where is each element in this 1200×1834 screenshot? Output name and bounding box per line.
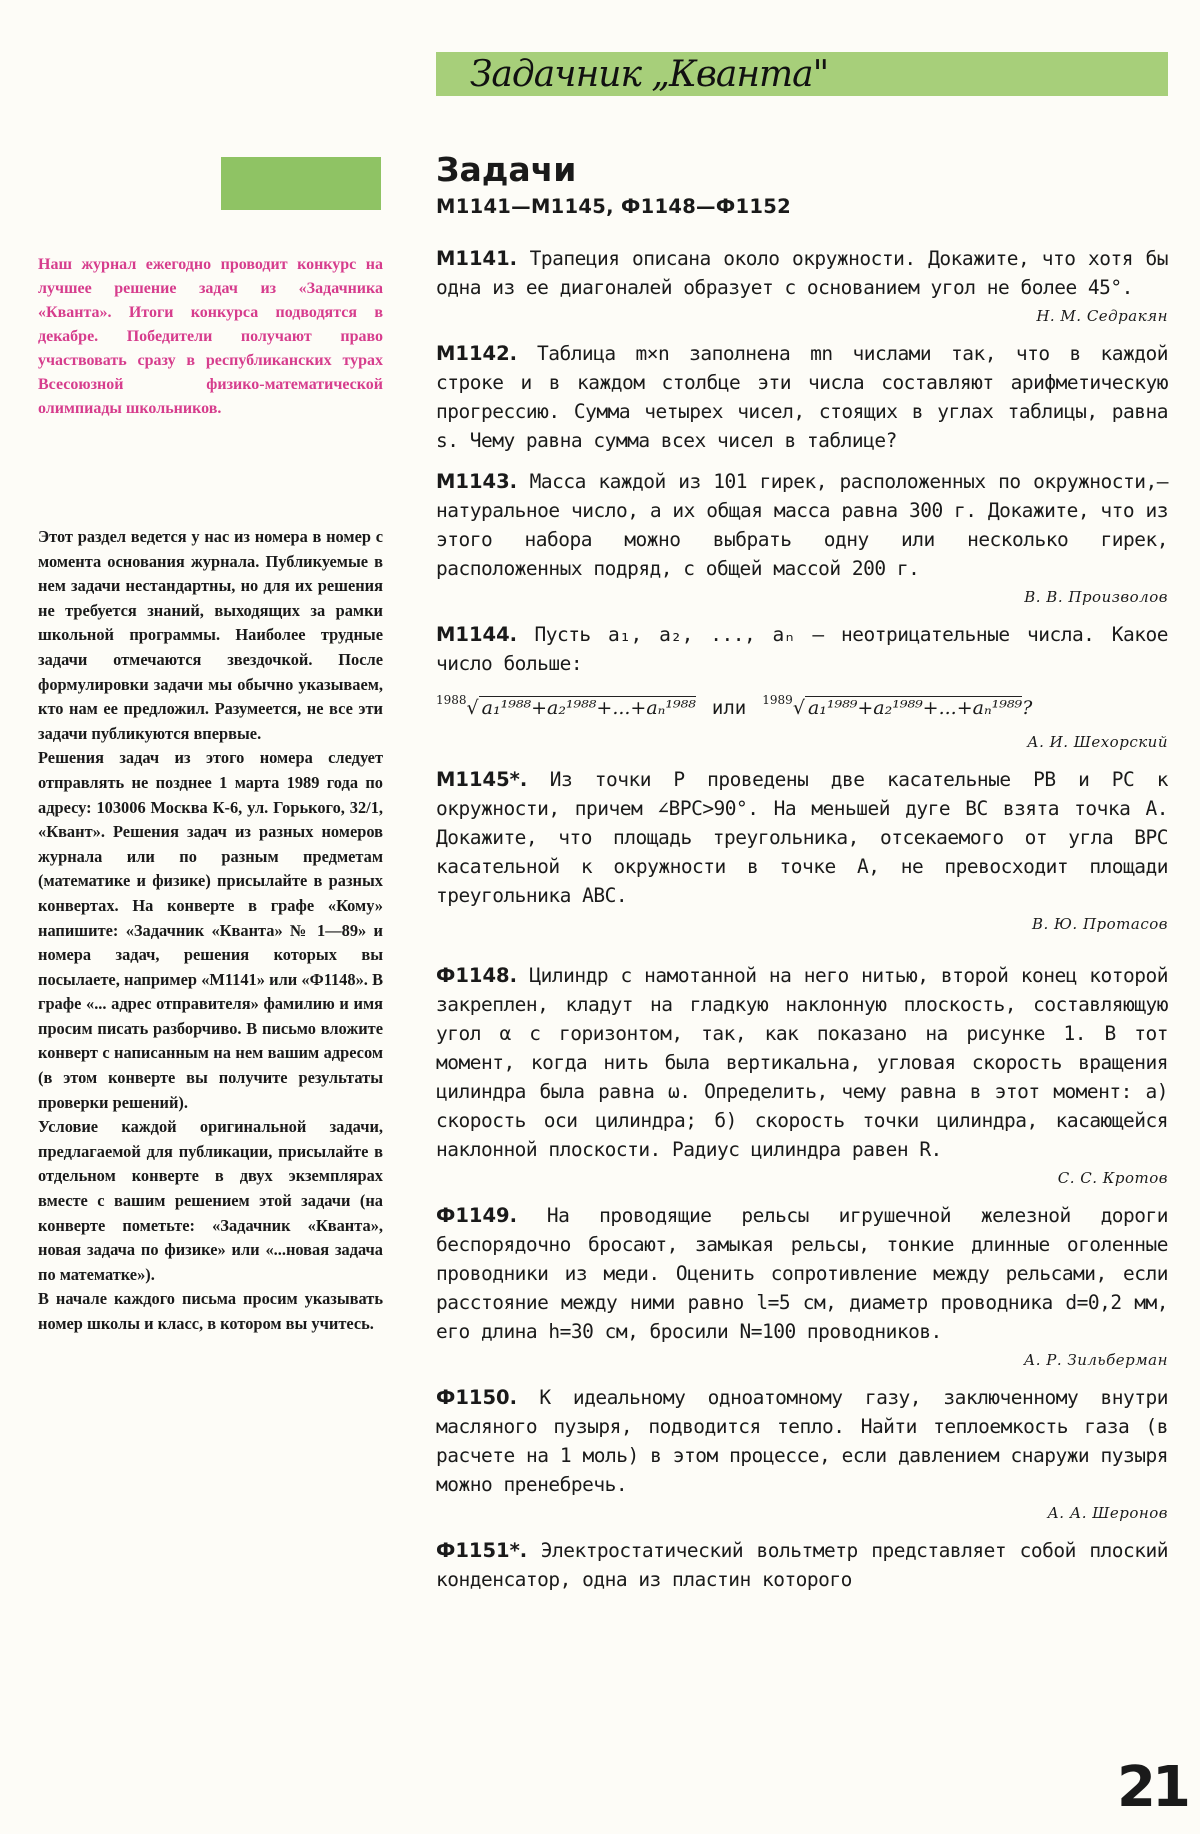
problem-statement: К идеальному одноатомному газу, заключенному внутри масляного пузыря, подводится тепло. Найти теплоемкость газа (в расчете на 1 моль) в этом процессе, если давлением снаружи пузыря можно пренебречь. bbox=[436, 1386, 1168, 1496]
problem-id: Ф1149. bbox=[436, 1204, 518, 1227]
rules-paragraph: Этот раздел ведется у нас из номера в номер с момента основания журнала. Публикуемые в нем задачи нестандартны, но для их решения не требуется знаний, выходящих за рамки школьной программы. Наиболее трудные задачи отмечаются звездочкой. После формулировки задачи мы обычно указываем, кто нам ее предложил. Разумеется, не все эти задачи публикуются впервые. bbox=[38, 527, 383, 743]
section-subtitle: М1141—М1145, Ф1148—Ф1152 bbox=[436, 195, 791, 218]
problem-author: А. Р. Зильберман bbox=[1023, 1351, 1168, 1369]
formula-question-mark: ? bbox=[1022, 697, 1033, 719]
problem-id: Ф1148. bbox=[436, 964, 518, 987]
problem-author: С. С. Кротов bbox=[1057, 1169, 1168, 1187]
decorative-green-block bbox=[221, 157, 381, 210]
root-index-right: 1989 bbox=[762, 693, 793, 707]
problem-author: В. В. Произволов bbox=[1024, 588, 1168, 606]
problem-id: Ф1151*. bbox=[436, 1539, 528, 1562]
problem-statement: Пусть a₁, a₂, ..., aₙ — неотрицательные числа. Какое число больше: bbox=[436, 623, 1168, 675]
problem-id: М1143. bbox=[436, 470, 518, 493]
problem-id: М1142. bbox=[436, 342, 518, 365]
rules-paragraph: Решения задач из этого номера следует отправлять не позднее 1 марта 1989 года по адресу: 103006 Москва К-6, ул. Горького, 32/1, «Квант». Решения задач из разных номеров журнала или по разным предметам (математике и физике) присылайте в разных конвертах. На конверте в графе «Кому» напишите: «Задачник «Кванта» № 1—89» и номера задач, решения которых вы посылаете, например «М1141» или «Ф1148». В графе «... адрес отправителя» фамилию и имя просим писать разборчиво. В письмо вложите конверт с написанным на нем вашим адресом (в этом конверте вы получите результаты проверки решений). bbox=[38, 748, 383, 1112]
problem-m1142 bbox=[436, 339, 1168, 455]
problem-statement: Из точки P проведены две касательные PB и PC к окружности, причем ∠BPC>90°. На меньшей дуге BC взята точка A. Докажите, что площадь треугольника, отсекаемого от угла BPC касательной к окружности в точке A, не превосходит площади треугольника ABC. bbox=[436, 768, 1168, 907]
submission-rules bbox=[38, 525, 383, 1337]
problems-column bbox=[436, 150, 1168, 1606]
header-title: Задачник „Кванта" bbox=[470, 54, 829, 95]
problem-statement: Трапеция описана около окружности. Докажите, что хотя бы одна из ее диагоналей образует с основанием угол не более 45°. bbox=[436, 247, 1168, 299]
radicand-left: a₁¹⁹⁸⁸+a₂¹⁹⁸⁸+...+aₙ¹⁹⁸⁸ bbox=[479, 696, 696, 719]
section-title: Задачи bbox=[436, 150, 577, 189]
root-index-left: 1988 bbox=[436, 693, 467, 707]
problem-statement: Масса каждой из 101 гирек, расположенных по окружности,— натуральное число, а их общая масса равна 300 г. Докажите, что из этого набора можно выбрать одну или несколько гирек, расположенных подряд, с общей массой 200 г. bbox=[436, 470, 1168, 580]
problem-author: В. Ю. Протасов bbox=[1031, 915, 1168, 933]
problem-statement: На проводящие рельсы игрушечной железной дороги беспорядочно бросают, замыкая рельсы, тонкие длинные оголенные проводники из меди. Оценить сопротивление между рельсами, если расстояние между ними равно l=5 см, диаметр проводника d=0,2 мм, его длина h=30 см, бросили N=100 проводников. bbox=[436, 1204, 1169, 1343]
problem-statement: Таблица m×n заполнена mn числами так, что в каждой строке и в каждом столбце эти числа составляют арифметическую прогрессию. Сумма четырех чисел, стоящих в углах таблицы, равна s. Чему равна сумма всех чисел в таблице? bbox=[436, 342, 1168, 452]
roots-comparison-formula: $^{1988}$√ a₁¹⁹⁸⁸+a₂¹⁹⁸⁸+...+aₙ¹⁹⁸⁸ или $^{1989}$√ a₁¹⁹⁸⁹+a₂¹⁹⁸⁹+...+aₙ¹⁹⁸⁹? bbox=[436, 693, 1033, 719]
problem-author: Н. М. Седракян bbox=[1036, 307, 1168, 325]
problem-m1143 bbox=[436, 467, 1168, 608]
formula-or: или bbox=[711, 697, 747, 719]
rules-paragraph: В начале каждого письма просим указывать номер школы и класс, в котором вы учитесь. bbox=[38, 1289, 383, 1333]
problem-id: М1141. bbox=[436, 247, 518, 270]
problem-f1149 bbox=[436, 1201, 1168, 1371]
radicand-right: a₁¹⁹⁸⁹+a₂¹⁹⁸⁹+...+aₙ¹⁹⁸⁹ bbox=[805, 696, 1022, 719]
problem-m1141 bbox=[436, 244, 1168, 327]
problem-author: А. И. Шехорский bbox=[1027, 733, 1168, 751]
problem-id: М1145*. bbox=[436, 768, 528, 791]
problem-f1148 bbox=[436, 961, 1168, 1189]
problem-author: А. А. Шеронов bbox=[1047, 1504, 1168, 1522]
problem-id: Ф1150. bbox=[436, 1386, 518, 1409]
contest-intro: Наш журнал ежегодно проводит конкурс на лучшее решение задач из «Задачника «Кванта». Итоги конкурса подводятся в декабре. Победители получают право участвовать сразу в республиканских турах Всесоюзной физико-математической олимпиады школьников. bbox=[38, 256, 383, 417]
problem-f1150 bbox=[436, 1383, 1168, 1524]
problem-m1145 bbox=[436, 765, 1168, 935]
rules-paragraph: Условие каждой оригинальной задачи, предлагаемой для публикации, присылайте в отдельном конверте в двух экземплярах вместе с вашим решением этой задачи (на конверте пометьте: «Задачник «Кванта», новая задача по физике» или «...новая задача по математке»). bbox=[38, 1117, 383, 1284]
problem-statement: Электростатический вольтметр представляет собой плоский конденсатор, одна из пластин которого bbox=[436, 1539, 1168, 1591]
problem-f1151 bbox=[436, 1536, 1168, 1594]
problem-id: М1144. bbox=[436, 623, 518, 646]
page-number: 21 bbox=[1117, 1755, 1187, 1820]
problem-m1144 bbox=[436, 620, 1168, 753]
problem-statement: Цилиндр с намотанной на него нитью, второй конец которой закреплен, кладут на гладкую наклонную плоскость, составляющую угол α с горизонтом, так, как показано на рисунке 1. В тот момент, когда нить была вертикальна, угловая скорость вращения цилиндра была равна ω. Определить, чему равна в этот момент: а) скорость оси цилиндра; б) скорость точки цилиндра, касающейся наклонной плоскости. Радиус цилиндра равен R. bbox=[436, 964, 1168, 1161]
